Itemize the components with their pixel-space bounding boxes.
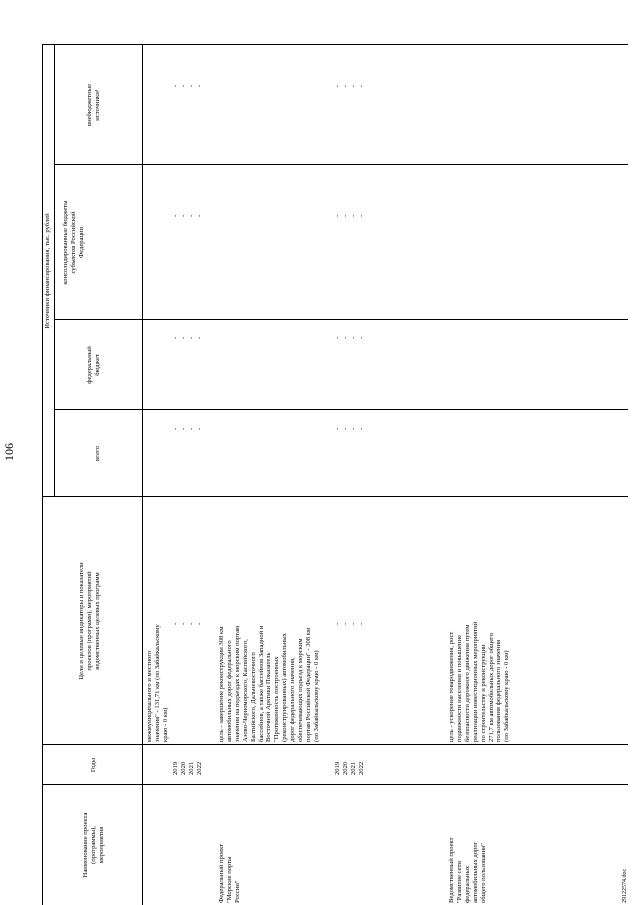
year-label: 2020 bbox=[342, 761, 349, 775]
header-financing: Источники финансирования, тыс. рублей bbox=[44, 213, 51, 329]
header-regional: консолидированные бюджеты субъектов Российской Федерации bbox=[62, 200, 85, 285]
column-divider-federal bbox=[54, 319, 628, 320]
value-dash: - bbox=[196, 427, 203, 430]
value-dash: - bbox=[172, 214, 179, 217]
project-name: Ведомственный проект "Развитие сети федеральных автомобильных дорог общего пользования" bbox=[448, 837, 487, 903]
value-dash: - bbox=[188, 214, 195, 217]
goal-dash: - bbox=[350, 622, 357, 625]
value-dash: - bbox=[342, 427, 349, 430]
goal-dash: - bbox=[196, 622, 203, 625]
header-goals: Цели и целевые индикаторы и показатели проектов (программ), мероприятий ведомственных целевых программ bbox=[78, 562, 101, 680]
column-divider-name bbox=[42, 784, 628, 785]
table-right-border bbox=[42, 44, 628, 45]
value-dash: - bbox=[196, 336, 203, 339]
column-divider-years bbox=[42, 744, 628, 745]
project-name: Федеральный проект "Морские порты России" bbox=[218, 843, 241, 903]
page-number: 106 bbox=[2, 443, 16, 461]
project-goal: цель - ускорение товародвижения, рост подвижности населения и повышение безопасности дорожного движения путем реализации инвестиционных мероприятий по строительству и реконструкции 271,7 км автомобильных дорог общего пользования федерального значения (по Забайкальскому краю - 0 км) bbox=[448, 621, 511, 742]
year-label: 2022 bbox=[358, 761, 365, 775]
value-dash: - bbox=[180, 427, 187, 430]
value-dash: - bbox=[188, 427, 195, 430]
goal-dash: - bbox=[180, 622, 187, 625]
year-label: 2019 bbox=[172, 761, 179, 775]
financing-subheader-border bbox=[54, 45, 55, 497]
value-dash: - bbox=[196, 84, 203, 87]
value-dash: - bbox=[350, 427, 357, 430]
header-years: Годы bbox=[90, 757, 97, 773]
column-divider-total bbox=[54, 409, 628, 410]
year-label: 2021 bbox=[188, 761, 195, 775]
value-dash: - bbox=[180, 84, 187, 87]
header-federal: федеральный бюджет bbox=[86, 346, 101, 384]
header-total: всего bbox=[94, 446, 101, 461]
goal-dash: - bbox=[358, 622, 365, 625]
value-dash: - bbox=[350, 336, 357, 339]
column-divider-goals bbox=[42, 496, 628, 497]
footer-filename: 29122574.doc bbox=[622, 868, 628, 903]
value-dash: - bbox=[334, 336, 341, 339]
goal-dash: - bbox=[334, 622, 341, 625]
value-dash: - bbox=[172, 336, 179, 339]
header-extra: внебюджетные источники¹ bbox=[86, 83, 101, 127]
year-label: 2022 bbox=[196, 761, 203, 775]
value-dash: - bbox=[342, 214, 349, 217]
header-bottom-border bbox=[142, 45, 143, 905]
value-dash: - bbox=[358, 214, 365, 217]
value-dash: - bbox=[172, 84, 179, 87]
goal-dash: - bbox=[188, 622, 195, 625]
continuation-goal-text: межмуниципального и местного значения" - 131,71 км (по Забайкальскому краю - 0 км) bbox=[146, 624, 169, 742]
year-label: 2020 bbox=[180, 761, 187, 775]
value-dash: - bbox=[334, 427, 341, 430]
goal-dash: - bbox=[172, 622, 179, 625]
value-dash: - bbox=[342, 84, 349, 87]
column-divider-regional bbox=[54, 164, 628, 165]
header-name: Наименование проекта (программы), мероприятия bbox=[82, 812, 105, 878]
value-dash: - bbox=[172, 427, 179, 430]
value-dash: - bbox=[180, 336, 187, 339]
table-top-border bbox=[42, 45, 43, 905]
value-dash: - bbox=[196, 214, 203, 217]
value-dash: - bbox=[358, 427, 365, 430]
value-dash: - bbox=[334, 214, 341, 217]
year-label: 2021 bbox=[350, 761, 357, 775]
value-dash: - bbox=[350, 214, 357, 217]
value-dash: - bbox=[334, 84, 341, 87]
value-dash: - bbox=[188, 84, 195, 87]
project-goal: цель - завершение реконструкции 308 км автомобильных дорог федерального значения на подъездах к морским портам Азово-Черноморского, Каспийского, Балтийского, Дальневосточного бассейнов, а также бассейнов Западной и Восточной Арктики Показатель "Протяженность построенных (реконструированных) автомобильных дорог федерального значения, обеспечивающих подъезд к морским портам Российской Федерации" - 308 км (по Забайкальскому краю - 0 км) bbox=[218, 625, 320, 742]
value-dash: - bbox=[350, 84, 357, 87]
value-dash: - bbox=[180, 214, 187, 217]
value-dash: - bbox=[358, 84, 365, 87]
goal-dash: - bbox=[342, 622, 349, 625]
value-dash: - bbox=[358, 336, 365, 339]
year-label: 2019 bbox=[334, 761, 341, 775]
value-dash: - bbox=[188, 336, 195, 339]
value-dash: - bbox=[342, 336, 349, 339]
